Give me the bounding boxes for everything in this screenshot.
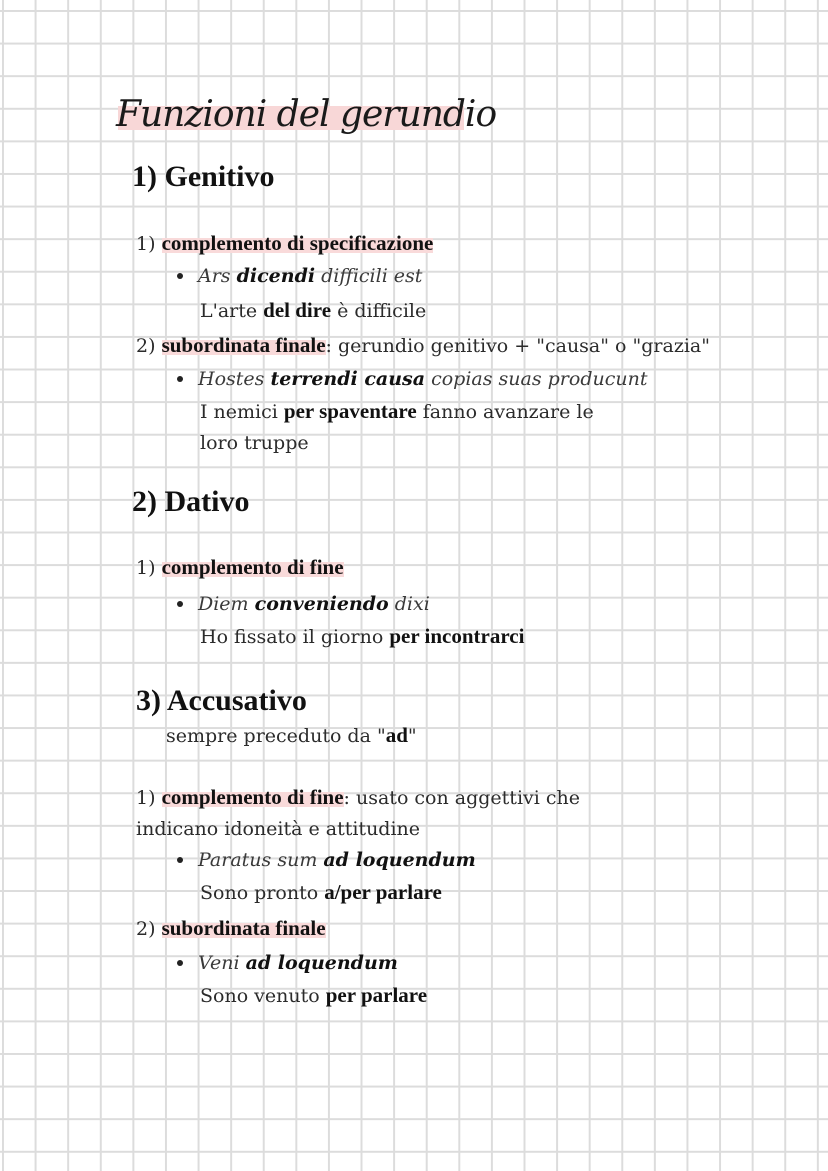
- bullet-icon: [177, 376, 183, 382]
- item-description: : usato con aggettivi che: [343, 787, 580, 809]
- item-description: : gerundio genitivo + "causa" o "grazia": [325, 335, 710, 357]
- section-note: sempre preceduto da "ad": [166, 723, 417, 747]
- item-genitivo-1: [136, 230, 433, 257]
- example-translation: Sono pronto a/per parlare: [200, 880, 442, 904]
- item-label: complemento di fine: [161, 555, 344, 579]
- bullet-icon: [177, 857, 183, 863]
- item-accusativo-2: [136, 915, 326, 942]
- example-latin: Diem conveniendo dixi: [198, 593, 430, 615]
- example-translation-cont: loro truppe: [200, 432, 309, 454]
- item-accusativo-1: [136, 784, 580, 811]
- bullet-icon: [177, 960, 183, 966]
- example-translation: I nemici per spaventare fanno avanzare le: [200, 399, 594, 423]
- item-label: subordinata finale: [161, 916, 326, 940]
- example-translation: Sono venuto per parlare: [200, 983, 428, 1007]
- item-number: 2): [136, 335, 156, 357]
- example-latin: Paratus sum ad loquendum: [198, 849, 476, 871]
- section-heading-dativo: 2) Dativo: [132, 485, 250, 518]
- item-dativo-1: [136, 554, 344, 581]
- example-translation: Ho fissato il giorno per incontrarci: [200, 624, 525, 648]
- section-heading-accusativo: 3) Accusativo: [136, 684, 307, 717]
- item-description-cont: indicano idoneità e attitudine: [136, 818, 421, 840]
- bullet-icon: [177, 601, 183, 607]
- example-translation: L'arte del dire è difficile: [200, 298, 427, 322]
- bullet-icon: [177, 273, 183, 279]
- item-label: subordinata finale: [161, 333, 326, 357]
- item-number: 1): [136, 787, 156, 809]
- example-latin: Ars dicendi difficili est: [198, 265, 423, 287]
- item-genitivo-2: [136, 332, 710, 359]
- example-latin: Hostes terrendi causa copias suas producunt: [198, 368, 648, 390]
- item-label: complemento di specificazione: [161, 231, 434, 255]
- item-number: 2): [136, 918, 156, 940]
- item-label: complemento di fine: [161, 785, 344, 809]
- item-number: 1): [136, 233, 156, 255]
- example-latin: Veni ad loquendum: [198, 952, 398, 974]
- item-number: 1): [136, 557, 156, 579]
- section-heading-genitivo: 1) Genitivo: [132, 160, 275, 193]
- page-title: Funzioni del gerundio: [116, 94, 497, 135]
